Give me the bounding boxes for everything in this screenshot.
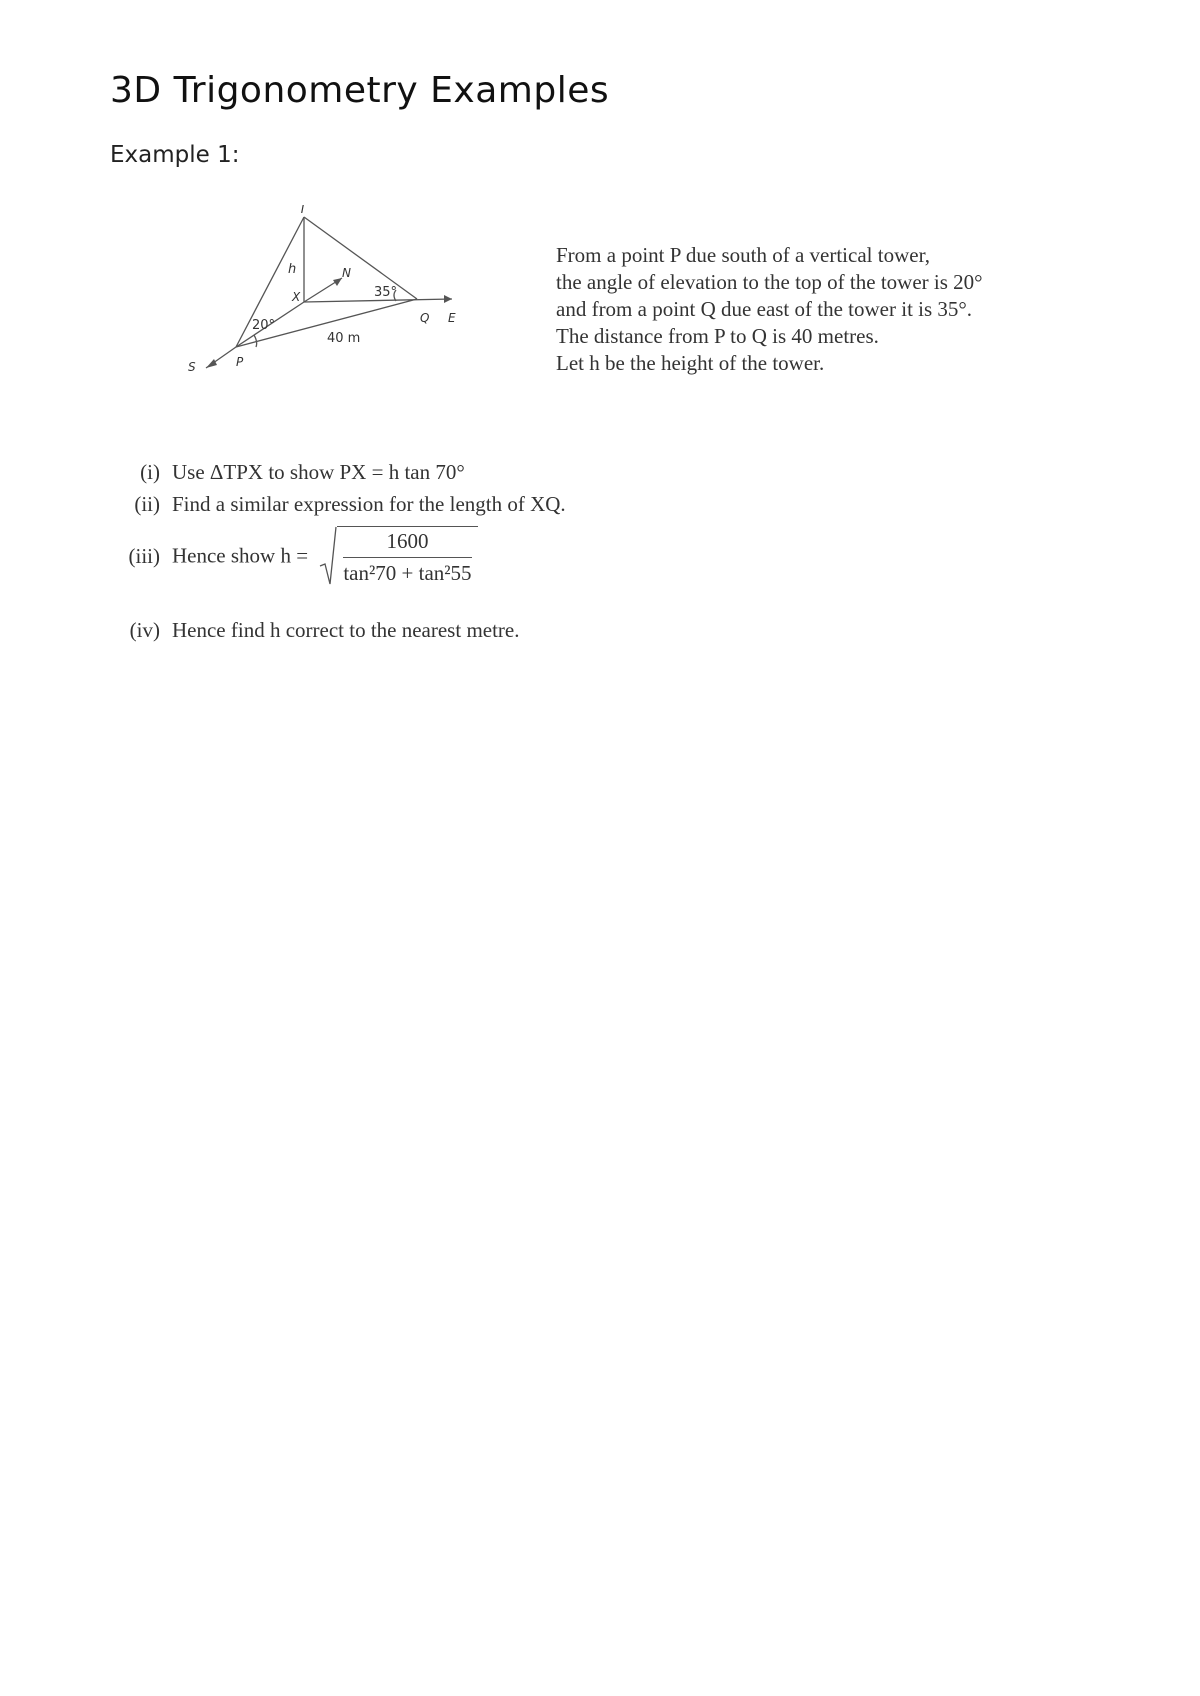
part-number: (i) xyxy=(140,460,160,484)
label-angle-q: 35° xyxy=(374,285,398,300)
fraction-denominator: tan²70 + tan²55 xyxy=(343,561,472,585)
problem-line: Let h be the height of the tower. xyxy=(556,351,825,375)
example-heading: Example 1: xyxy=(110,142,240,168)
label-distance: 40 m xyxy=(327,331,361,346)
square-root-expression xyxy=(319,526,477,586)
problem-statement xyxy=(556,242,983,377)
label-E: E xyxy=(448,311,456,325)
label-Q: Q xyxy=(420,311,430,325)
label-h: h xyxy=(288,262,297,277)
part-number: (iii) xyxy=(128,543,160,568)
problem-line: The distance from P to Q is 40 metres. xyxy=(556,324,879,348)
fraction xyxy=(337,526,477,586)
tower-diagram xyxy=(170,205,490,415)
south-arrowhead xyxy=(206,359,217,368)
part-number: (iv) xyxy=(129,618,160,642)
label-S: S xyxy=(188,360,196,374)
angle-arc-p xyxy=(254,335,257,347)
line-tq xyxy=(304,217,417,299)
part-text: Hence show h = xyxy=(172,543,309,568)
part-text: Hence find h correct to the nearest metre. xyxy=(172,618,520,642)
problem-line: From a point P due south of a vertical tower, xyxy=(556,243,930,267)
part-ii xyxy=(112,492,566,517)
part-text: Use ΔTPX to show PX = h tan 70° xyxy=(172,460,465,484)
part-iv xyxy=(112,618,520,643)
part-number: (ii) xyxy=(134,492,160,516)
label-angle-p: 20° xyxy=(252,318,276,333)
label-P: P xyxy=(236,355,244,369)
label-N: N xyxy=(342,266,351,280)
east-arrowhead xyxy=(444,295,452,303)
label-T: T xyxy=(299,205,307,216)
page-title: 3D Trigonometry Examples xyxy=(110,70,610,111)
problem-line: and from a point Q due east of the tower it is 35°. xyxy=(556,297,973,321)
radical-sign-icon xyxy=(319,526,337,588)
north-arrowhead xyxy=(333,278,342,286)
fraction-numerator: 1600 xyxy=(343,529,471,558)
part-text: Find a similar expression for the length of XQ. xyxy=(172,492,566,516)
label-X: X xyxy=(292,290,301,304)
problem-line: the angle of elevation to the top of the tower is 20° xyxy=(556,270,983,294)
part-i xyxy=(112,460,465,485)
part-iii xyxy=(112,526,478,586)
